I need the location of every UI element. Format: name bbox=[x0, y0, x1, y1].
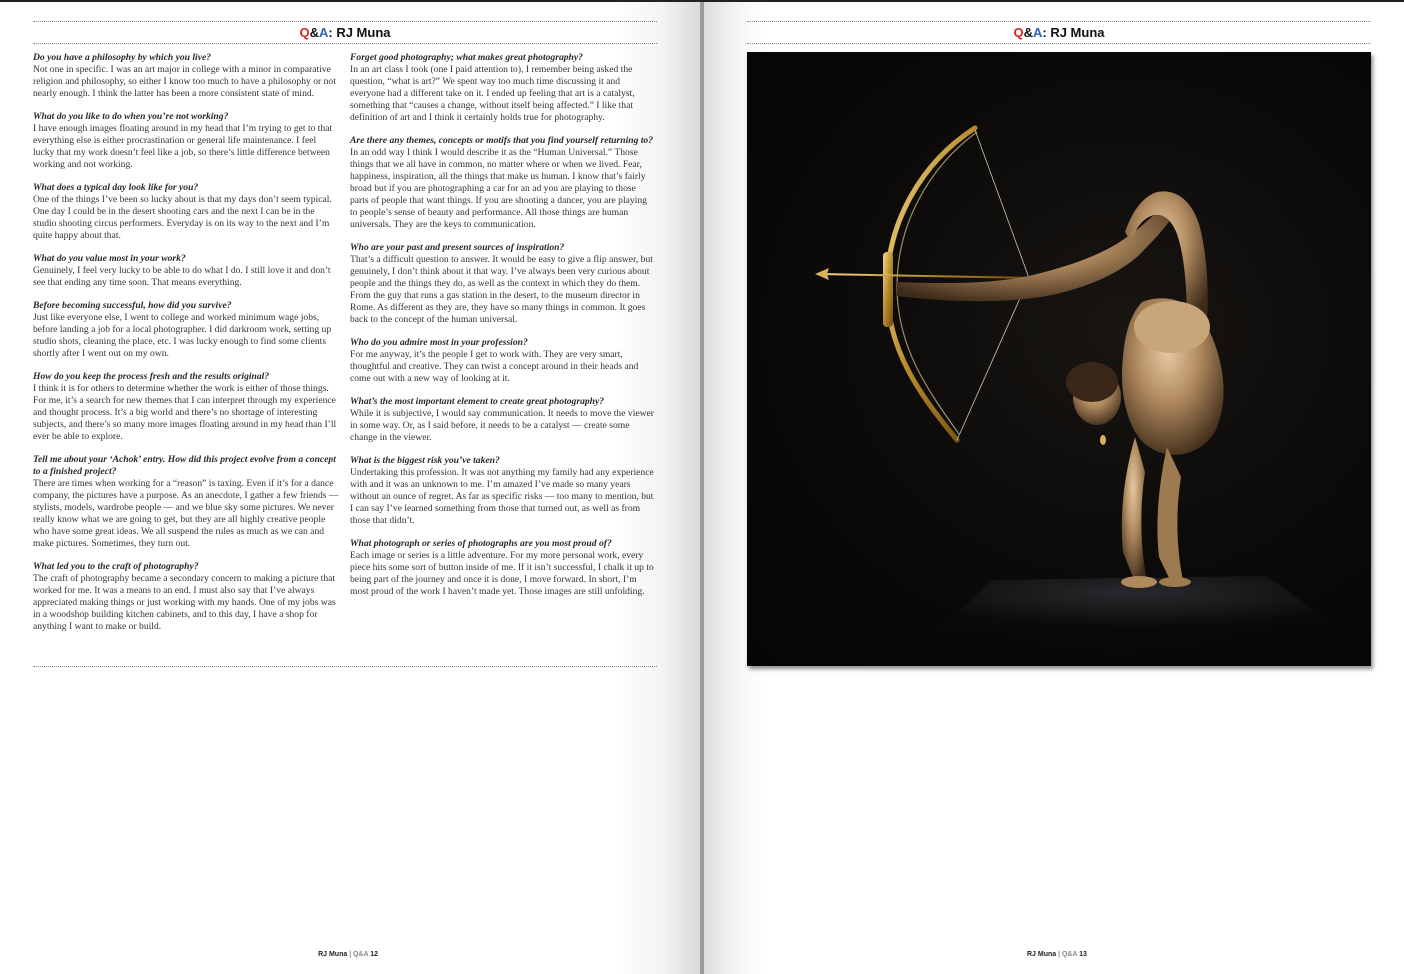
qa-question: Tell me about your ‘Achok’ entry. How did this project evolve from a concept to a finished project? bbox=[33, 454, 336, 477]
page-header-left bbox=[33, 25, 657, 41]
acrobat-figure bbox=[897, 191, 1224, 588]
qa-answer: In an art class I took (one I paid attention to), I remember being asked the question, “what is art?” We spent way too much time discussing it and everyone had a different take on it. I ended up feeling that art is a catalyst, something that “causes a change, without itself being affected.” I like that definition of art and I think it certainly holds true for photography. bbox=[350, 64, 635, 123]
footer-tag: Q&A bbox=[352, 951, 369, 958]
header-q: Q bbox=[1013, 25, 1024, 40]
qa-question: What do you value most in your work? bbox=[33, 253, 186, 264]
qa-block bbox=[33, 253, 339, 289]
page-footer-left bbox=[318, 950, 378, 959]
qa-answer: Each image or series is a little adventure. For my more personal work, every piece hits some sort of button inside of me. If it isn’t successful, I chalk it up to being part of the journey and once it is done, I move forward. In short, I’m most proud of the work I haven’t made yet. Those images are still unfolding. bbox=[350, 550, 654, 597]
header-rule-bottom bbox=[747, 43, 1371, 44]
qa-block bbox=[350, 337, 656, 385]
header-amp: & bbox=[1023, 25, 1033, 40]
archer-photograph bbox=[747, 52, 1371, 666]
qa-answer: In an odd way I think I would describe it as the “Human Universal.” Those things that we all have in common, no matter where or when we lived. Fear, happiness, inspiration, all the things that make us human. I know that’s fairly broad but if you are photographing a car for an ad you are playing to those parts of people that want things. If you are shooting a dancer, you are playing to people’s sense of beauty and performance. All those things are human universals. They are the keys to communication. bbox=[350, 147, 647, 230]
qa-question: What do you like to do when you’re not working? bbox=[33, 111, 229, 122]
footer-separator: | bbox=[347, 951, 353, 958]
qa-answer: The craft of photography became a secondary concern to making a picture that worked for me. It was a means to an end. I must also say that I’ve always appreciated making things or just working with my hands. One of my jobs was in a woodshop building kitchen cabinets, and to this day, I have a shop for anything I want to make or build. bbox=[33, 573, 336, 632]
page-number: 12 bbox=[368, 951, 378, 958]
header-a: A bbox=[319, 25, 329, 40]
right-page bbox=[704, 2, 1404, 974]
qa-block bbox=[33, 52, 339, 100]
arrow-shaft bbox=[817, 274, 1032, 278]
qa-answer: I have enough images floating around in my head that I’m trying to get to that everything else is either procrastination or general life maintenance. I feel lucky that my work doesn’t feel like a job, so there’s little difference between working and not working. bbox=[33, 123, 333, 170]
qa-question: What led you to the craft of photography? bbox=[33, 561, 199, 572]
qa-block bbox=[33, 111, 339, 171]
page-header-right bbox=[747, 25, 1371, 41]
qa-answer: While it is subjective, I would say communication. It needs to move the viewer in some way. Or, as I said before, it needs to be a catalyst — create some change in the viewer. bbox=[350, 408, 654, 443]
qa-answer: For me anyway, it’s the people I get to work with. They are very smart, thoughtful and creative. They can twist a concept around in their heads and come out with a new way of looking at it. bbox=[350, 349, 639, 384]
header-rest: : RJ Muna bbox=[1042, 25, 1105, 40]
qa-answer: Undertaking this profession. It was not anything my family had any experience with and it was an unknown to me. I’m amazed I’ve made so many years without an ounce of regret. As far as specific risks — too many to mention, but I can say I’ve learned something from those that turned out, as well as from those that didn’t. bbox=[350, 467, 654, 526]
qa-block bbox=[350, 135, 656, 231]
qa-answer: Not one in specific. I was an art major in college with a minor in comparative religion and philosophy, so either I know too much to have a philosophy or not nearly enough. I think the latter has been a more consistent state of mind. bbox=[33, 64, 336, 99]
header-rule-bottom bbox=[33, 43, 657, 44]
header-a: A bbox=[1033, 25, 1043, 40]
qa-answer: There are times when working for a “reason” is taxing. Even if it’s for a dance company, the pictures have a purpose. As an anecdote, I gather a few friends — stylists, models, wardrobe people — and we blue sky some pictures. We never really know what we are going to get, but they are all highly creative people who have some great ideas. We all suspend the rules as much as we can and make pictures. Sometimes, they turn out. bbox=[33, 478, 339, 549]
qa-question: Before becoming successful, how did you survive? bbox=[33, 300, 232, 311]
qa-question: What’s the most important element to create great photography? bbox=[350, 396, 605, 407]
arrow-head bbox=[815, 268, 829, 280]
qa-question: Do you have a philosophy by which you live? bbox=[33, 52, 212, 63]
footer-separator: | bbox=[1056, 951, 1062, 958]
qa-block bbox=[33, 182, 339, 242]
qa-question: Who are your past and present sources of inspiration? bbox=[350, 242, 565, 253]
qa-block bbox=[33, 454, 339, 550]
qa-answer: Just like everyone else, I went to college and worked minimum wage jobs, before landing a job for a local photographer. I did darkroom work, setting up studio shots, cleaning the place, etc. I was lucky enough to find some clients shortly after I went out on my own. bbox=[33, 312, 332, 359]
header-amp: & bbox=[309, 25, 319, 40]
qa-block bbox=[350, 242, 656, 326]
qa-block bbox=[350, 455, 656, 527]
qa-question: Who do you admire most in your profession? bbox=[350, 337, 528, 348]
archer-illustration bbox=[747, 52, 1371, 666]
qa-block bbox=[350, 538, 656, 598]
page-number: 13 bbox=[1077, 951, 1087, 958]
header-rule-top bbox=[33, 21, 657, 22]
text-column-1 bbox=[33, 52, 339, 644]
header-rule-top bbox=[747, 21, 1371, 22]
qa-answer: I think it is for others to determine whether the work is either of those things. For me, it’s a search for new themes that I can interpret through my experience and thought process. It’s a big world and there’s no shortage of interesting subjects, and there’s so many more images floating around in my head than I’ll ever be able to explore. bbox=[33, 383, 337, 442]
left-page bbox=[0, 2, 700, 974]
qa-answer: That’s a difficult question to answer. It would be easy to give a flip answer, but genuinely, I don’t think about it that way. I’ve always been very curious about people and the things they do, as well as the context in which they do them. From the guy that runs a gas station in the desert, to the museum director in Rome. As different as they are, they have so many things in common. It goes back to the concept of the human universal. bbox=[350, 254, 653, 325]
qa-question: Forget good photography; what makes great photography? bbox=[350, 52, 583, 63]
qa-question: What does a typical day look like for you? bbox=[33, 182, 199, 193]
qa-answer: One of the things I’ve been so lucky about is that my days don’t seem typical. One day I could be in the desert shooting cars and the next I can be in the studio shooting circus performers. Everyday is on its way to the next and I’m quite happy about that. bbox=[33, 194, 332, 241]
qa-block bbox=[33, 561, 339, 633]
qa-block bbox=[33, 300, 339, 360]
qa-question: Are there any themes, concepts or motifs that you find yourself returning to? bbox=[350, 135, 654, 146]
footer-tag: Q&A bbox=[1061, 951, 1078, 958]
qa-block bbox=[33, 371, 339, 443]
qa-block bbox=[350, 396, 656, 444]
header-q: Q bbox=[299, 25, 310, 40]
footer-name: RJ Muna bbox=[1027, 951, 1057, 958]
qa-question: What photograph or series of photographs are you most proud of? bbox=[350, 538, 612, 549]
qa-answer: Genuinely, I feel very lucky to be able to do what I do. I still love it and don’t see that ending any time soon. That means everything. bbox=[33, 265, 331, 288]
footer-name: RJ Muna bbox=[318, 951, 348, 958]
body-rule-bottom bbox=[33, 666, 657, 667]
header-rest: : RJ Muna bbox=[328, 25, 391, 40]
text-column-2 bbox=[350, 52, 656, 609]
qa-question: How do you keep the process fresh and the results original? bbox=[33, 371, 270, 382]
bow-grip bbox=[883, 252, 893, 327]
qa-question: What is the biggest risk you’ve taken? bbox=[350, 455, 500, 466]
qa-block bbox=[350, 52, 656, 124]
page-footer-right bbox=[1027, 950, 1087, 959]
